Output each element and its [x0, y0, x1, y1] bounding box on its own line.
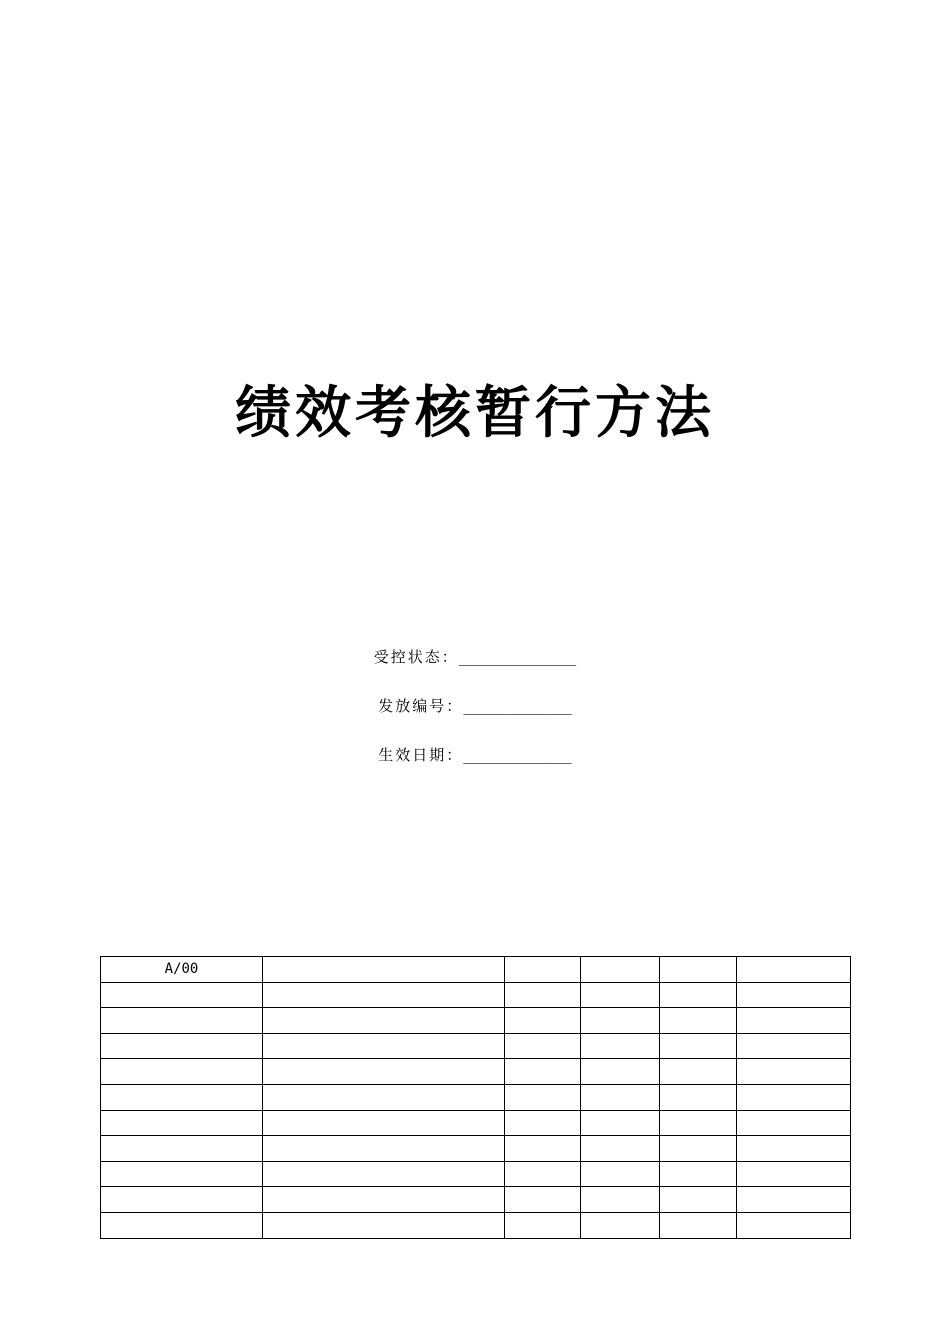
table-cell — [660, 982, 737, 1008]
table-cell — [263, 957, 505, 983]
table-cell — [263, 1084, 505, 1110]
table-cell — [660, 1059, 737, 1085]
table-cell — [660, 1136, 737, 1162]
control-status-field — [0, 647, 950, 667]
table-cell — [263, 1033, 505, 1059]
table-row — [101, 1136, 851, 1162]
table-cell — [263, 1110, 505, 1136]
table-cell — [505, 982, 581, 1008]
control-status-blank: _____________ — [458, 648, 577, 666]
table-cell — [505, 957, 581, 983]
effective-date-label: 生效日期： — [378, 746, 464, 764]
table-cell — [737, 1110, 851, 1136]
table-row — [101, 1161, 851, 1187]
table-cell — [263, 1212, 505, 1238]
table-cell — [737, 1008, 851, 1034]
table-cell — [660, 1161, 737, 1187]
issue-number-field — [0, 696, 950, 716]
table-cell — [581, 1212, 660, 1238]
table-cell — [263, 1187, 505, 1213]
table-cell — [581, 1110, 660, 1136]
table-cell — [101, 1084, 263, 1110]
table-cell — [581, 1008, 660, 1034]
table-cell — [581, 957, 660, 983]
table-cell — [101, 1187, 263, 1213]
issue-number-blank: ____________ — [463, 697, 572, 715]
table-cell — [101, 1059, 263, 1085]
table-cell — [660, 1008, 737, 1034]
document-title: 绩效考核暂行方法 — [235, 380, 715, 446]
table-cell — [737, 1212, 851, 1238]
table-cell — [263, 1059, 505, 1085]
effective-date-field — [0, 745, 950, 765]
table-cell — [505, 1059, 581, 1085]
table-cell — [263, 1161, 505, 1187]
table-cell — [581, 1187, 660, 1213]
table-cell — [505, 1008, 581, 1034]
table-cell — [737, 1187, 851, 1213]
table-row — [101, 1110, 851, 1136]
table-cell — [581, 982, 660, 1008]
table-cell — [737, 1033, 851, 1059]
table-cell — [581, 1033, 660, 1059]
table-cell — [505, 1084, 581, 1110]
table-cell — [581, 1161, 660, 1187]
table-cell — [660, 957, 737, 983]
table-cell — [505, 1110, 581, 1136]
table-row — [101, 957, 851, 983]
table-cell — [505, 1212, 581, 1238]
table-cell — [505, 1161, 581, 1187]
table-cell — [737, 1136, 851, 1162]
table-cell — [737, 982, 851, 1008]
table-cell — [101, 1136, 263, 1162]
revision-table — [100, 956, 851, 1239]
table-cell — [101, 1033, 263, 1059]
table-row — [101, 1059, 851, 1085]
table-cell — [581, 1084, 660, 1110]
table-cell — [660, 1110, 737, 1136]
table-cell: A/00 — [101, 957, 263, 983]
table-cell — [737, 1161, 851, 1187]
table-cell — [505, 1187, 581, 1213]
table-cell — [737, 957, 851, 983]
table-cell — [581, 1136, 660, 1162]
issue-number-label: 发放编号： — [378, 697, 464, 715]
table-row — [101, 1033, 851, 1059]
table-row — [101, 1084, 851, 1110]
table-row — [101, 1212, 851, 1238]
table-row — [101, 1187, 851, 1213]
table-row — [101, 1008, 851, 1034]
table-row — [101, 982, 851, 1008]
table-cell — [101, 1212, 263, 1238]
table-cell — [660, 1212, 737, 1238]
table-cell — [101, 1008, 263, 1034]
table-cell — [737, 1084, 851, 1110]
table-cell — [263, 1136, 505, 1162]
table-cell — [660, 1187, 737, 1213]
table-cell — [101, 1110, 263, 1136]
table-cell — [505, 1033, 581, 1059]
table-cell — [101, 982, 263, 1008]
revision-table-body — [101, 957, 851, 1239]
table-cell — [263, 982, 505, 1008]
control-status-label: 受控状态： — [373, 648, 459, 666]
table-cell — [737, 1059, 851, 1085]
table-cell — [581, 1059, 660, 1085]
table-cell — [101, 1161, 263, 1187]
table-cell — [660, 1084, 737, 1110]
table-cell — [660, 1033, 737, 1059]
effective-date-blank: ____________ — [463, 746, 572, 764]
table-cell — [263, 1008, 505, 1034]
table-cell — [505, 1136, 581, 1162]
